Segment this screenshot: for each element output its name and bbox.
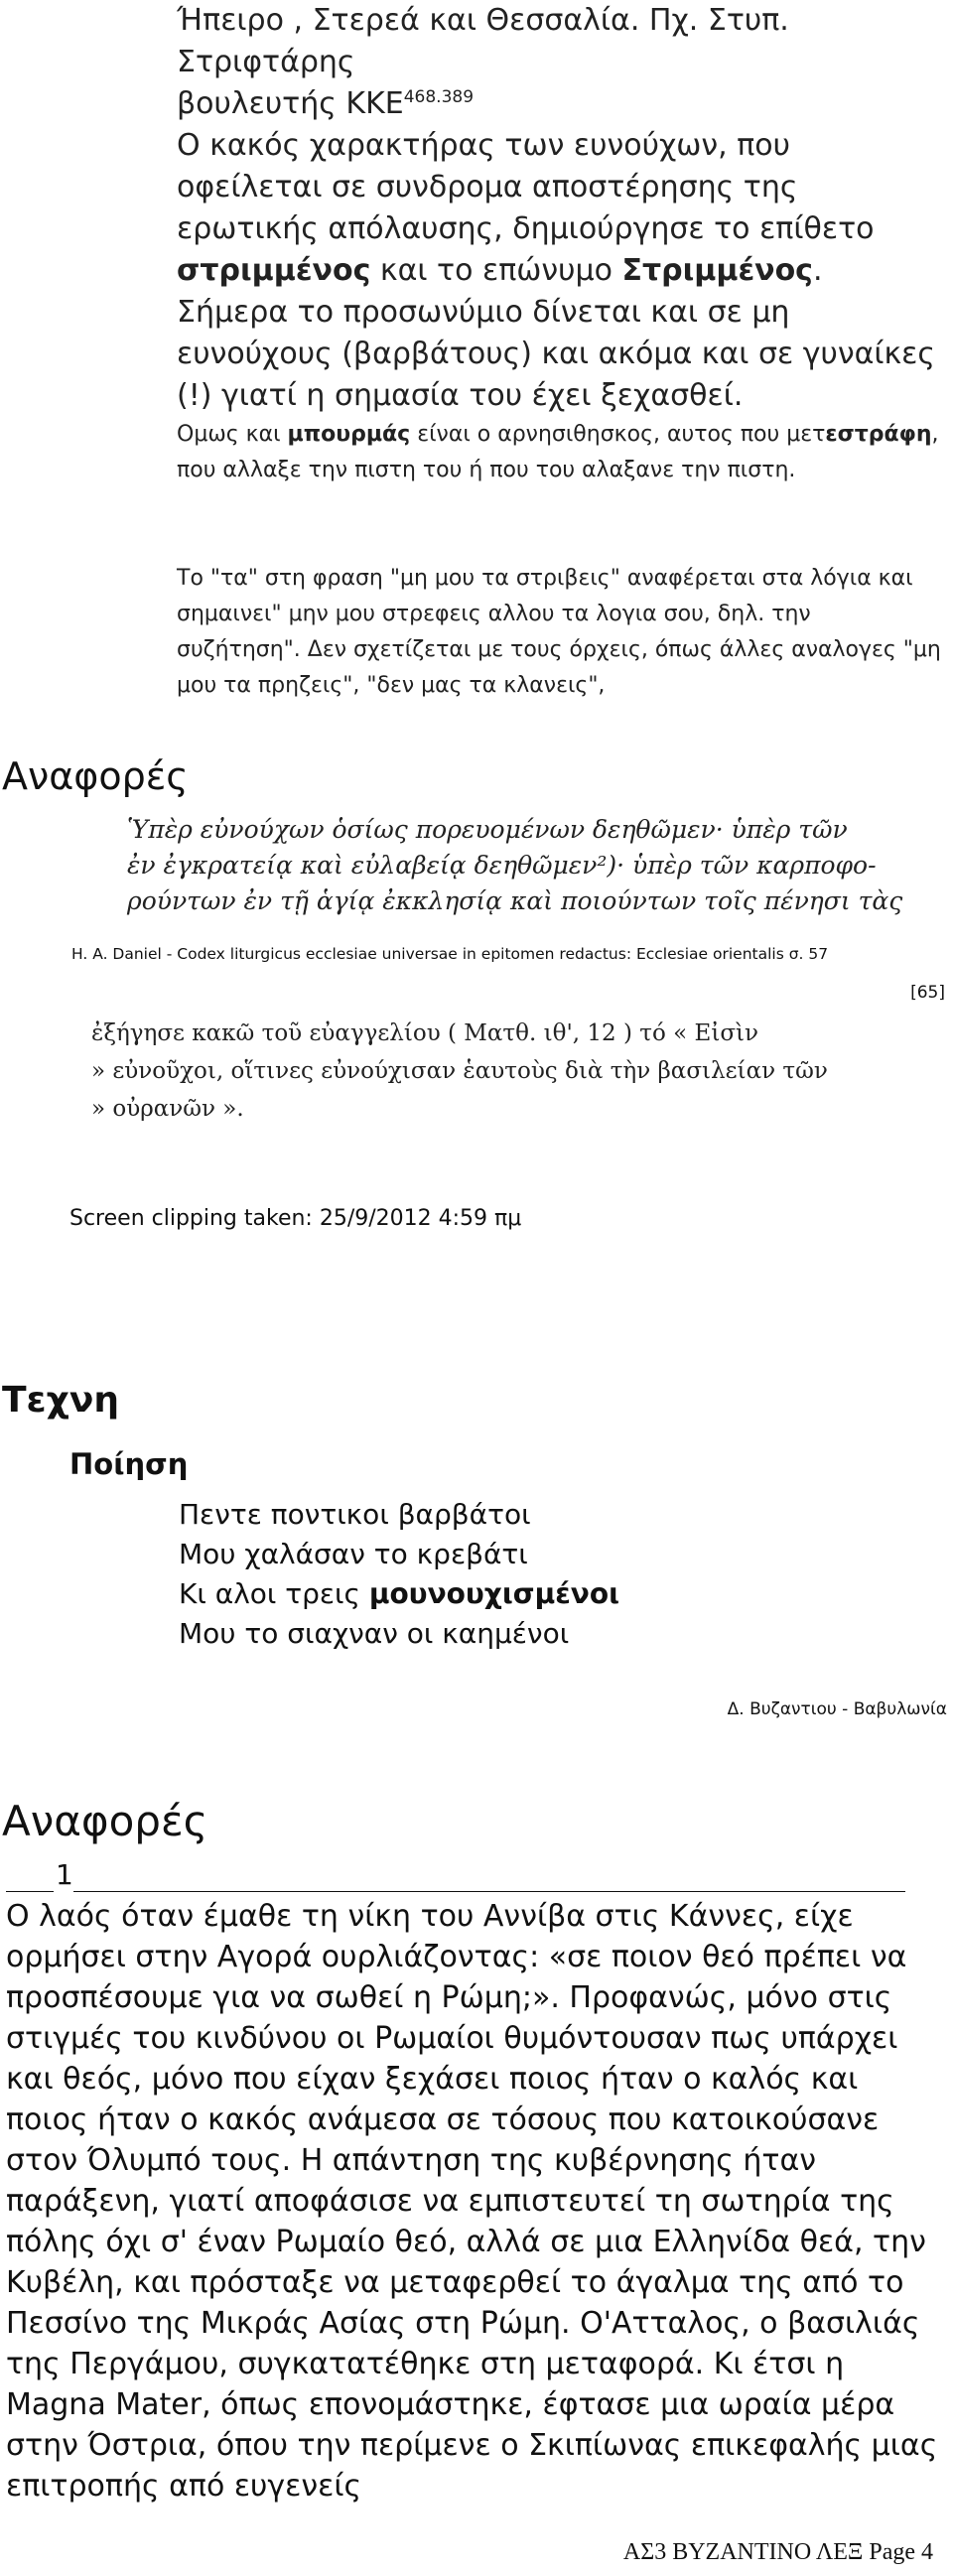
greek-quote-1-line-1: Ὑπὲρ εὐνούχων ὁσίως πορευομένων δεηθῶμεν· ὑπὲρ τῶν (127, 815, 848, 844)
term-bourmas: μπουρμάς (287, 422, 411, 447)
screen-clipping-note: Screen clipping taken: 25/9/2012 4:59 πμ (69, 1206, 522, 1231)
term-estrafi: εστράφη (825, 422, 932, 447)
term-mounouchismenoi: μουνουχισμένοι (368, 1577, 619, 1610)
nickname-paragraph: Σήμερα το προσωνύμιο δίνεται και σε μη ευνούχους (βαρβάτους) και ακόμα και σε γυναίκες (!) γιατί η σημασία του έχει ξεχασθεί. (177, 295, 936, 413)
notes-block (177, 417, 941, 488)
references-heading: Αναφορές (2, 754, 189, 798)
term-strimmenos: στριμμένος (177, 253, 371, 288)
poem-line-3-text: Κι αλοι τρεις (179, 1577, 369, 1610)
eunuch-text-e: . (812, 253, 823, 288)
poem-line-2: Μου χαλάσαν το κρεβάτι (179, 1538, 528, 1570)
footnote-rule-right (73, 1891, 905, 1892)
references-heading-2: Αναφορές (2, 1797, 208, 1845)
greek-quote-2-line-2: » εὐνοῦχοι, οἵτινες εὐνούχισαν ἑαυτοὺς διὰ τὴν βασιλείαν τῶν (91, 1058, 828, 1084)
art-heading: Τεχνη (2, 1380, 119, 1421)
poem-line-4: Μου το σιαχναν οι καημένοι (179, 1617, 570, 1650)
greek-quote-2-line-1: ἐξήγησε κακῶ τοῦ εὐαγγελίου ( Ματθ. ιθ', 12 ) τό « Εἰσὶν (91, 1020, 759, 1046)
footnote-number: 1 (56, 1858, 73, 1891)
intro-line-2 (177, 83, 941, 125)
intro-line-2-text: βουλευτής ΚΚΕ (177, 86, 404, 121)
footnote-body: Ο λαός όταν έμαθε τη νίκη του Αννίβα στις Κάννες, είχε ορμήσει στην Αγορά ουρλιάζοντας: «σε ποιον θεό πρέπει να προσπέσουμε για να σωθεί η Ρώμη;». Προφανώς, μόνο στις στιγμές του κινδύνου οι Ρωμαίοι θυμόντουσαν πως υπάρχει και θεός, μόνο που είχαν ξεχάσει ποιος ήταν ο καλός και ποιος ήταν ο κακός ανάμεσα σε τόσους που κατοικούσανε στον Όλυμπό τους. Η απάντηση της κυβέρνησης ήταν παράξενη, γιατί αποφάσισε να εμπιστευτεί τη σωτηρία της πόλης όχι σ' έναν Ρωμαίο θεό, αλλά σε μια Ελληνίδα θεά, την Κυβέλη, και πρόσταξε να μεταφερθεί το άγαλμα της από το Πεσσίνο της Μικράς Ασίας στη Ρώμη. Ο'Ατταλος, ο βασιλιάς της Περγάμου, συγκατατέθηκε στη μεταφορά. Κι έτσι η Magna Mater, όπως επονομάστηκε, έφτασε μια ωραία μέρα στην Όστρια, όπου την περίμενε ο Σκιπίωνας επικεφαλής μιας επιτροπής από ευγενείς (6, 1899, 938, 2504)
bourmas-text-c: είναι ο αρνησιθησκος, αυτος που μετ (410, 422, 826, 447)
bourmas-paragraph (177, 417, 941, 488)
page-bracket: [65] (910, 983, 945, 1003)
footnote-ref: 468.389 (403, 87, 475, 107)
page-footer: ΑΣ3 ΒΥΖΑΝΤΙΝΟ ΛΕΞ Page 4 (622, 2539, 933, 2565)
footnote-rule-left (6, 1891, 54, 1892)
poem-line-1: Πεντε ποντικοι βαρβάτοι (179, 1498, 531, 1531)
poem (179, 1495, 874, 1654)
greek-quote-2 (91, 1015, 945, 1128)
phrase-note-block (177, 561, 941, 704)
eunuch-text-a: Ο κακός χαρακτήρας των ευνούχων, που οφείλεται σε συνδρομα αποστέρησης της ερωτικής απόλαυσης, δημιούργησε το επίθετο (177, 128, 875, 246)
eunuch-text-c: και το επώνυμο (370, 253, 622, 288)
intro-block (177, 0, 941, 417)
intro-line-1: Ήπειρο , Στερεά και Θεσσαλία. Πχ. Στυπ. Στριφτάρης (177, 3, 789, 79)
poem-attribution: Δ. Βυζαντιου - Βαβυλωνία (727, 1699, 947, 1719)
bourmas-text-a: Ομως και (177, 422, 288, 447)
surname-strimmenos: Στριμμένος (621, 253, 813, 288)
phrase-paragraph: Το "τα" στη φραση "μη μου τα στριβεις" αναφέρεται στα λόγια και σημαινει" μην μου στρεφεις αλλου τα λογια σου, δηλ. την συζήτηση". Δεν σχετίζεται με τους όρχεις, όπως άλλες αναλογες "μη μου τα πρηζεις", "δεν μας τα κλανεις", (177, 566, 941, 698)
eunuch-paragraph (177, 125, 941, 292)
greek-quote-1-line-3: ρούντων ἐν τῇ ἁγίᾳ ἐκκλησίᾳ καὶ ποιούντων τοῖς πένησι τὰς (127, 886, 903, 915)
citation: H. A. Daniel - Codex liturgicus ecclesiae universae in epitomen redactus: Ecclesiae orientalis σ. 57 (71, 945, 829, 963)
poetry-subheading: Ποίηση (69, 1447, 189, 1481)
greek-quote-1-line-2: ἐν ἐγκρατείᾳ καὶ εὐλαβείᾳ δεηθῶμεν²)· ὑπὲρ τῶν καρποφο- (127, 851, 877, 880)
bourmas-text-e: , που αλλαξε την πιστη του ή που του αλαξανε την πιστη. (177, 422, 939, 482)
poem-line-3 (179, 1574, 874, 1614)
greek-quote-1 (127, 812, 951, 919)
greek-quote-2-line-3: » οὐρανῶν ». (91, 1096, 244, 1122)
